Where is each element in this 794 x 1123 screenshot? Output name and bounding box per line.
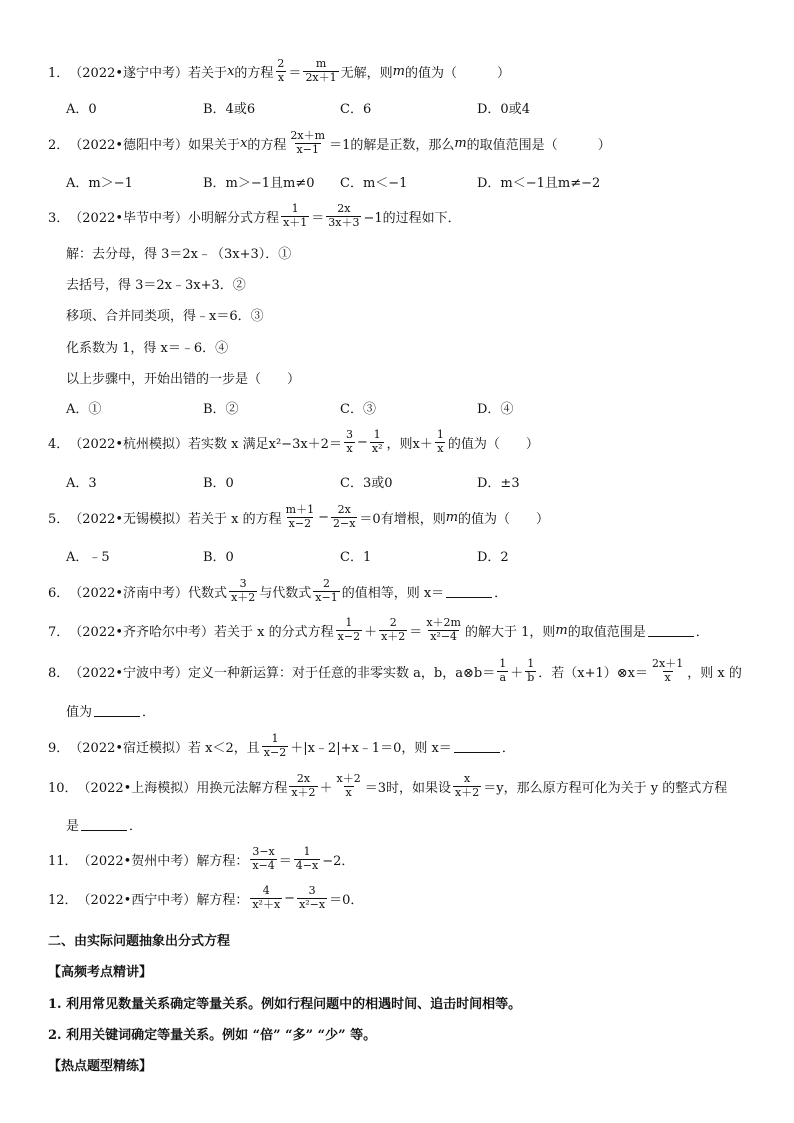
answer-blank[interactable] <box>81 818 127 831</box>
q-text: 值为 <box>66 705 93 720</box>
fraction: $\frac{3}{x+2}$ <box>231 577 256 604</box>
q-text: 的取值范围是（ <box>466 137 558 153</box>
variable: x <box>240 135 248 151</box>
option-c[interactable]: C．m＜−1 <box>340 176 408 191</box>
question-12 <box>48 885 363 911</box>
q-source: （2022•德阳中考） <box>69 137 189 153</box>
q-text: 解方程： <box>196 853 249 869</box>
q-text: ＋ <box>364 624 378 640</box>
variable: x <box>227 63 235 79</box>
question-1 <box>48 58 510 84</box>
q-source: （2022•齐齐哈尔中考） <box>69 624 215 640</box>
q-text: ＝ <box>278 853 292 869</box>
fraction: $\frac{2}{x-1}$ <box>315 577 338 604</box>
key-point-2: 2. 利用关键词确定等量关系。例如 “倍” “多” “少” 等。 <box>48 1028 377 1043</box>
q-text: ＝y，那么原方程可化为关于 y 的整式方程 <box>483 780 728 796</box>
q-text: 小明解分式方程 <box>188 210 280 226</box>
options-3 <box>66 398 726 417</box>
q-number: 11． <box>48 853 78 869</box>
variable: m <box>445 509 459 525</box>
options-1 <box>66 98 726 117</box>
q-source: （2022•上海模拟） <box>77 780 197 796</box>
fraction: $\frac{1}{x}$ <box>436 428 444 455</box>
option-b[interactable]: B．② <box>203 402 239 417</box>
q-number: 9． <box>48 740 70 756</box>
q-text: ＝ <box>311 210 325 226</box>
q-text: 若关于 x 的分式方程 <box>214 624 334 640</box>
q-text: 解方程： <box>196 892 249 908</box>
question-6 <box>48 578 507 604</box>
option-c[interactable]: C．3或0 <box>340 476 393 491</box>
question-3 <box>48 203 461 229</box>
q-text: ＋ <box>319 780 333 796</box>
q-text: 的值为（ ） <box>447 436 539 452</box>
q-text: ） <box>497 65 511 81</box>
key-point-1: 1. 利用常见数量关系确定等量关系。例如行程问题中的相遇时间、追击时间相等。 <box>48 997 522 1012</box>
question-7 <box>48 617 709 643</box>
q-text: 若关于 <box>188 65 228 81</box>
fraction: $\frac{2x+m}{x-1}$ <box>290 129 326 156</box>
q-number: 6． <box>48 585 70 601</box>
q-text: ． <box>129 819 143 834</box>
option-d[interactable]: D．m＜−1且m≠−2 <box>477 176 601 191</box>
q-text: ＝ <box>288 65 302 81</box>
question-5 <box>48 504 549 530</box>
option-c[interactable]: C．1 <box>340 550 372 565</box>
answer-blank[interactable] <box>94 704 140 717</box>
q-text: 的值为（ ） <box>458 511 550 527</box>
option-d[interactable]: D．④ <box>477 402 514 417</box>
variable: m <box>555 622 568 638</box>
fraction: $\frac{x+2}{x}$ <box>336 772 361 799</box>
q-source: （2022•无锡模拟） <box>69 511 189 527</box>
subheading-practice: 【热点题型精练】 <box>48 1059 153 1074</box>
q-text: ＝ <box>409 624 423 640</box>
question-8 <box>48 658 742 684</box>
q-text: 的值相等，则 x＝ <box>341 585 445 601</box>
q-text: − <box>356 434 368 450</box>
q-number: 8． <box>48 665 70 681</box>
q-text: ） <box>597 137 611 153</box>
q-number: 3． <box>48 210 70 226</box>
q-text: 若实数 x 满足x²−3x＋2＝ <box>188 436 342 452</box>
q-text: 是 <box>66 819 80 834</box>
question-2 <box>48 130 611 156</box>
q-text: ． <box>142 705 156 720</box>
solution-step-4: 化系数为 1，得 x＝﹣6．④ <box>66 341 229 356</box>
option-b[interactable]: B．m＞−1且m≠0 <box>203 176 315 191</box>
question-4 <box>48 429 539 455</box>
fraction: $\frac{1}{4-x}$ <box>295 845 319 872</box>
q-text: ． <box>494 585 508 601</box>
option-b[interactable]: B．4或6 <box>203 102 256 117</box>
variable: m <box>392 63 405 79</box>
q-source: （2022•遂宁中考） <box>69 65 189 81</box>
q-number: 7． <box>48 624 70 640</box>
fraction: $\frac{1}{\text{x²}}$ <box>371 428 383 455</box>
q-text: ，则x＋ <box>386 436 433 452</box>
question-10-cont <box>66 815 142 834</box>
option-a[interactable]: A．m＞−1 <box>66 176 133 191</box>
fraction: $\frac{2x+1}{x}$ <box>652 657 684 684</box>
fraction: $\frac{3}{\text{x²−x}}$ <box>299 884 326 911</box>
q-text: 用换元法解方程 <box>196 780 288 796</box>
q-text: 的方程 <box>247 137 287 153</box>
option-a[interactable]: A．0 <box>66 102 97 117</box>
option-c[interactable]: C．6 <box>340 102 372 117</box>
q-text: 与代数式 <box>259 585 312 601</box>
q-text: 的取值范围是 <box>567 624 646 640</box>
question-8-cont <box>66 701 155 720</box>
q-text: ． <box>695 624 709 640</box>
q-text: 定义一种新运算：对于任意的非零实数 a，b，a⊗b＝ <box>188 665 496 681</box>
fraction: $\frac{2x}{x+2}$ <box>291 772 316 799</box>
fraction: $\frac{2}{x+2}$ <box>381 616 406 643</box>
fraction: $\frac{1}{x-2}$ <box>337 616 361 643</box>
q-text: ＝0有增根，则 <box>359 511 446 527</box>
fraction: $\frac{1}{x-2}$ <box>263 732 287 759</box>
answer-blank[interactable] <box>648 624 694 637</box>
q-text: 代数式 <box>188 585 228 601</box>
option-c[interactable]: C．③ <box>340 402 376 417</box>
q-source: （2022•西宁中考） <box>77 892 197 908</box>
q-source: （2022•杭州模拟） <box>69 436 189 452</box>
solution-step-3: 移项、合并同类项，得﹣x＝6．③ <box>66 309 264 324</box>
options-5 <box>66 546 726 565</box>
q-text: 的方程 <box>234 65 274 81</box>
q-text: ．若（x+1）⊗x＝ <box>538 665 649 681</box>
q-text: ＝3时，如果设 <box>364 780 452 796</box>
solution-question: 以上步骤中，开始出错的一步是（ ） <box>66 372 301 387</box>
q-number: 10． <box>48 780 78 796</box>
q-source: （2022•毕节中考） <box>69 210 189 226</box>
q-source: （2022•济南中考） <box>69 585 189 601</box>
option-b[interactable]: B．0 <box>203 476 234 491</box>
q-text: 若关于 x 的方程 <box>188 511 282 527</box>
q-number: 2． <box>48 137 70 153</box>
option-d[interactable]: D．±3 <box>477 476 520 491</box>
fraction: $\frac{4}{\text{x²＋x}}$ <box>252 884 281 911</box>
q-number: 5． <box>48 511 70 527</box>
q-text: ＝0． <box>329 892 364 908</box>
fraction: $\frac{2x}{2-x}$ <box>333 503 356 530</box>
q-text: − <box>284 890 296 906</box>
q-text: ，则 x 的 <box>687 665 742 681</box>
question-10 <box>48 773 727 799</box>
solution-step-2: 去括号，得 3＝2x﹣3x+3．② <box>66 278 246 293</box>
q-text: 的值为（ <box>404 65 457 81</box>
q-text: −2． <box>322 853 355 869</box>
question-11 <box>48 846 354 872</box>
options-2 <box>66 172 726 191</box>
q-text: ＝1的解是正数，那么 <box>329 137 455 153</box>
fraction: $\frac{3}{x}$ <box>345 428 353 455</box>
answer-blank[interactable] <box>454 740 500 753</box>
fraction: $\frac{1}{x+1}$ <box>283 202 308 229</box>
q-source: （2022•宁波中考） <box>69 665 189 681</box>
subheading-key-points: 【高频考点精讲】 <box>48 965 153 980</box>
q-text: 如果关于 <box>188 137 241 153</box>
solution-step-1: 解：去分母，得 3＝2x﹣（3x+3）．① <box>66 247 292 262</box>
q-text: 若 x＜2，且 <box>188 740 260 756</box>
options-4 <box>66 472 726 491</box>
q-number: 1． <box>48 65 70 81</box>
option-d[interactable]: D．2 <box>477 550 509 565</box>
q-text: ＋|x﹣2|+x﹣1＝0，则 x＝ <box>290 740 452 756</box>
fraction: $\frac{1}{b}$ <box>527 657 535 684</box>
q-text: 无解，则 <box>340 65 393 81</box>
question-9 <box>48 733 515 759</box>
option-a[interactable]: A．﹣5 <box>66 550 110 565</box>
fraction: $\frac{x}{x+2}$ <box>455 772 480 799</box>
fraction: $\frac{x+2m}{\text{x²−4}}$ <box>426 616 461 643</box>
option-a[interactable]: A．3 <box>66 476 97 491</box>
q-text: ． <box>501 740 515 756</box>
fraction: $\frac{m}{2x+1}$ <box>305 57 337 84</box>
option-d[interactable]: D．0或4 <box>477 102 530 117</box>
fraction: $\frac{m+1}{x-2}$ <box>285 503 315 530</box>
fraction: $\frac{1}{a}$ <box>499 657 507 684</box>
fraction: $\frac{2x}{3x+3}$ <box>328 202 360 229</box>
q-text: ＋ <box>510 665 524 681</box>
q-number: 4． <box>48 436 70 452</box>
fraction: $\frac{3-x}{x-4}$ <box>252 845 275 872</box>
section-heading: 二、由实际问题抽象出分式方程 <box>48 934 231 949</box>
q-source: （2022•宿迁模拟） <box>69 740 189 756</box>
option-a[interactable]: A．① <box>66 402 102 417</box>
fraction: $\frac{2}{x}$ <box>277 57 285 84</box>
q-text: 的解大于 1，则 <box>464 624 556 640</box>
q-source: （2022•贺州中考） <box>77 853 197 869</box>
q-text: − <box>318 509 329 525</box>
q-number: 12． <box>48 892 78 908</box>
q-text: −1的过程如下． <box>363 210 461 226</box>
option-b[interactable]: B．0 <box>203 550 234 565</box>
answer-blank[interactable] <box>446 585 492 598</box>
variable: m <box>454 135 467 151</box>
